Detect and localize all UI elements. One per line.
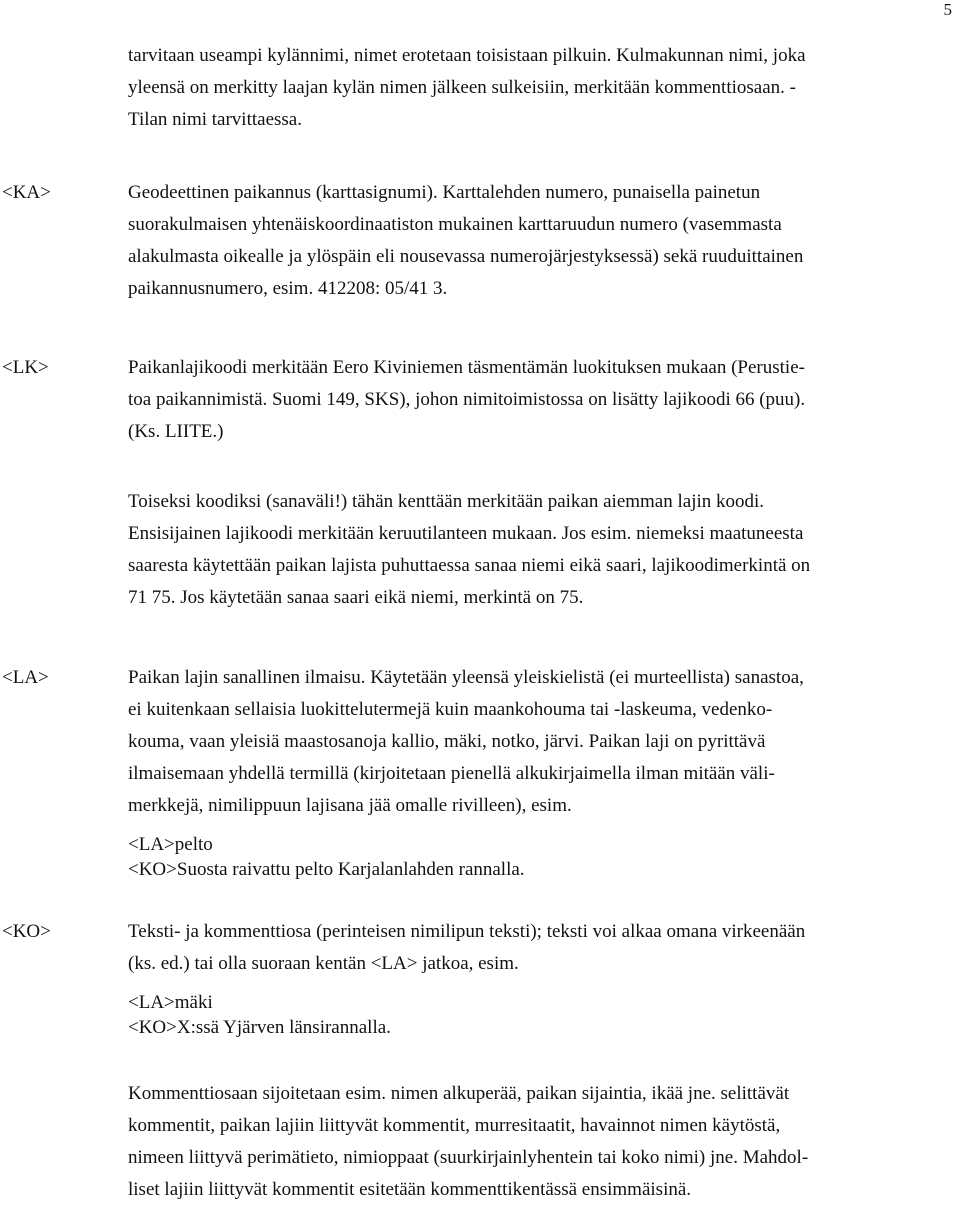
- text-line: Ensisijainen lajikoodi merkitään keruutilanteen mukaan. Jos esim. niemeksi maatuneesta: [128, 523, 804, 544]
- text-line: Toiseksi koodiksi (sanaväli!) tähän kenttään merkitään paikan aiemman lajin koodi.: [128, 491, 765, 512]
- field-code: <KO>: [2, 921, 51, 942]
- text-line: suorakulmaisen yhtenäiskoordinaatiston mukainen karttaruudun numero (vasemmasta: [128, 214, 782, 235]
- text-line: Paikanlajikoodi merkitään Eero Kiviniemen täsmentämän luokituksen mukaan (Perustie-: [128, 357, 805, 378]
- text-line: Paikan lajin sanallinen ilmaisu. Käytetään yleensä yleiskielistä (ei murteellista) sanastoa,: [128, 667, 804, 688]
- text-line: nimeen liittyvä perimätieto, nimioppaat (suurkirjainlyhentein tai koko nimi) jne. Mahdol-: [128, 1147, 809, 1168]
- example-line: <KO>X:ssä Yjärven länsirannalla.: [128, 1017, 391, 1038]
- text-line: ilmaisemaan yhdellä termillä (kirjoitetaan pienellä alkukirjaimella ilman mitään väli-: [128, 763, 775, 784]
- text-line: liset lajiin liittyvät kommentit esitetään kommenttikentässä ensimmäisinä.: [128, 1179, 692, 1200]
- text-line: Teksti- ja kommenttiosa (perinteisen nimilipun teksti); teksti voi alkaa omana virkeenään: [128, 921, 806, 942]
- text-line: (Ks. LIITE.): [128, 421, 224, 442]
- text-line: tarvitaan useampi kylännimi, nimet erotetaan toisistaan pilkuin. Kulmakunnan nimi, joka: [128, 45, 806, 66]
- text-line: merkkejä, nimilippuun lajisana jää omalle rivilleen), esim.: [128, 795, 572, 816]
- text-line: Geodeettinen paikannus (karttasignumi). Karttalehden numero, punaisella painetun: [128, 182, 761, 203]
- field-code: <LK>: [2, 357, 49, 378]
- example-line: <LA>mäki: [128, 992, 213, 1013]
- field-code: <KA>: [2, 182, 51, 203]
- text-line: paikannusnumero, esim. 412208: 05/41 3.: [128, 278, 448, 299]
- text-line: toa paikannimistä. Suomi 149, SKS), johon nimitoimistossa on lisätty lajikoodi 66 (puu).: [128, 389, 806, 410]
- text-line: (ks. ed.) tai olla suoraan kentän <LA> jatkoa, esim.: [128, 953, 519, 974]
- field-code: <LA>: [2, 667, 49, 688]
- text-line: alakulmasta oikealle ja ylöspäin eli nousevassa numerojärjestyksessä) sekä ruuduittainen: [128, 246, 804, 267]
- text-line: kommentit, paikan lajiin liittyvät kommentit, murresitaatit, havainnot nimen käytöstä,: [128, 1115, 781, 1136]
- page-number: 5: [943, 0, 952, 19]
- example-line: <LA>pelto: [128, 834, 213, 855]
- text-line: Kommenttiosaan sijoitetaan esim. nimen alkuperää, paikan sijaintia, ikää jne. selittävät: [128, 1083, 790, 1104]
- example-line: <KO>Suosta raivattu pelto Karjalanlahden rannalla.: [128, 859, 525, 880]
- text-line: ei kuitenkaan sellaisia luokittelutermejä kuin maankohouma tai -laskeuma, vedenko-: [128, 699, 773, 720]
- text-line: 71 75. Jos käytetään sanaa saari eikä niemi, merkintä on 75.: [128, 587, 584, 608]
- text-line: saaresta käytettään paikan lajista puhuttaessa sanaa niemi eikä saari, lajikoodimerkintä on: [128, 555, 811, 576]
- text-line: yleensä on merkitty laajan kylän nimen jälkeen sulkeisiin, merkitään kommenttiosaan. -: [128, 77, 796, 98]
- text-line: Tilan nimi tarvittaessa.: [128, 109, 302, 130]
- text-line: kouma, vaan yleisiä maastosanoja kallio, mäki, notko, järvi. Paikan laji on pyrittävä: [128, 731, 766, 752]
